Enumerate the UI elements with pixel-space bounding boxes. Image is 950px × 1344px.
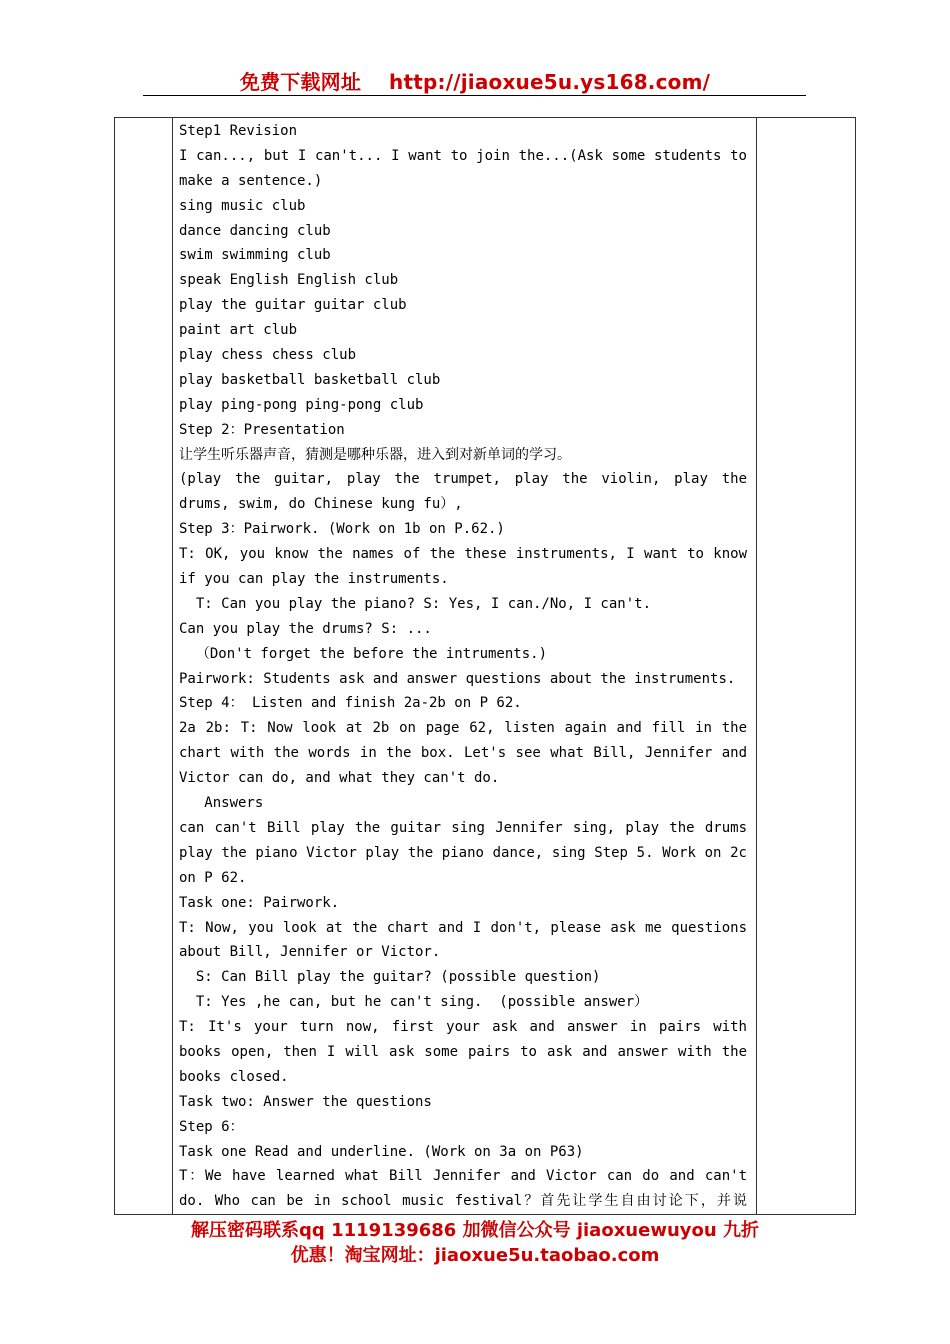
lesson-line: Step 6：	[179, 1118, 244, 1135]
lesson-line: T: OK, you know the names of the these instruments, I want to know	[179, 546, 747, 563]
lesson-line: play the piano Victor play the piano dance, sing Step 5. Work on 2c	[179, 844, 747, 861]
lesson-line: about Bill, Jennifer or Victor.	[179, 944, 441, 961]
lesson-content-cell	[179, 119, 747, 1214]
lesson-line: play the guitar guitar club	[179, 297, 407, 314]
lesson-line: chart with the words in the box. Let's see what Bill, Jennifer and	[179, 745, 747, 762]
header-divider	[143, 95, 806, 96]
lesson-line: Pairwork: Students ask and answer questions about the instruments.	[179, 670, 736, 687]
lesson-line: (play the guitar, play the trumpet, play the violin, play the	[179, 471, 747, 488]
lesson-line: on P 62.	[179, 869, 247, 886]
lesson-line: Victor can do, and what they can't do.	[179, 770, 500, 787]
header-label: 免费下载网址	[239, 70, 362, 94]
lesson-line: play ping-pong ping-pong club	[179, 396, 424, 413]
lesson-line: Can you play the drums? S: ...	[179, 620, 432, 637]
lesson-line: Step 4： Listen and finish 2a-2b on P 62.	[179, 695, 522, 712]
lesson-line: （Don't forget the before the intruments.)	[179, 645, 548, 662]
lesson-line: Task one: Pairwork.	[179, 894, 340, 911]
lesson-line: play basketball basketball club	[179, 371, 441, 388]
lesson-line: 让学生听乐器声音，猜测是哪种乐器，进入到对新单词的学习。	[179, 446, 571, 463]
lesson-line: books closed.	[179, 1068, 289, 1085]
lesson-line: T: Yes ,he can, but he can't sing. (possible answer）	[179, 994, 649, 1011]
lesson-line: can can't Bill play the guitar sing Jennifer sing, play the drums	[179, 819, 747, 836]
lesson-line: books open, then I will ask some pairs to ask and answer with the	[179, 1043, 747, 1060]
lesson-line: do. Who can be in school music festival？首先让学生自由讨论下，并说	[179, 1193, 747, 1210]
lesson-line: speak English English club	[179, 272, 399, 289]
footer-promo-line-1: 解压密码联系qq 1119139686 加微信公众号 jiaoxuewuyou 九折	[191, 1220, 759, 1241]
lesson-line: play chess chess club	[179, 347, 357, 364]
lesson-line: Step1 Revision	[179, 123, 298, 139]
lesson-line: Step 2：Presentation	[179, 421, 345, 438]
lesson-line: T：We have learned what Bill Jennifer and Victor can do and can't	[179, 1168, 747, 1185]
lesson-line: if you can play the instruments.	[179, 571, 449, 588]
lesson-line: paint art club	[179, 322, 298, 339]
lesson-line: Step 3：Pairwork. (Work on 1b on P.62.)	[179, 521, 505, 538]
table-column-divider-right	[756, 118, 757, 1214]
lesson-line: T: Can you play the piano? S: Yes, I can./No, I can't.	[179, 595, 652, 612]
footer-promo-line-2: 优惠！淘宝网址：jiaoxue5u.taobao.com	[290, 1245, 660, 1266]
lesson-line: 2a 2b: T: Now look at 2b on page 62, listen again and fill in the	[179, 720, 747, 737]
lesson-line: I can..., but I can't... I want to join the...(Ask some students to	[179, 147, 747, 164]
lesson-line: T: Now, you look at the chart and I don't, please ask me questions	[179, 919, 747, 936]
lesson-line: sing music club	[179, 197, 306, 214]
lesson-line: drums, swim, do Chinese kung fu）,	[179, 496, 463, 513]
lesson-line: swim swimming club	[179, 247, 331, 264]
lesson-line: T: It's your turn now, first your ask and answer in pairs with	[179, 1019, 747, 1036]
lesson-line: dance dancing club	[179, 222, 331, 239]
lesson-line: Task two: Answer the questions	[179, 1093, 432, 1110]
lesson-line: S: Can Bill play the guitar? (possible question)	[179, 969, 601, 986]
table-column-divider-left	[172, 118, 173, 1214]
header-url-link[interactable]: http://jiaoxue5u.ys168.com/	[389, 70, 711, 94]
lesson-line: Task one Read and underline. (Work on 3a on P63)	[179, 1143, 584, 1160]
lesson-line: make a sentence.)	[179, 172, 323, 189]
lesson-line: Answers	[179, 795, 264, 812]
page-header	[0, 66, 950, 95]
